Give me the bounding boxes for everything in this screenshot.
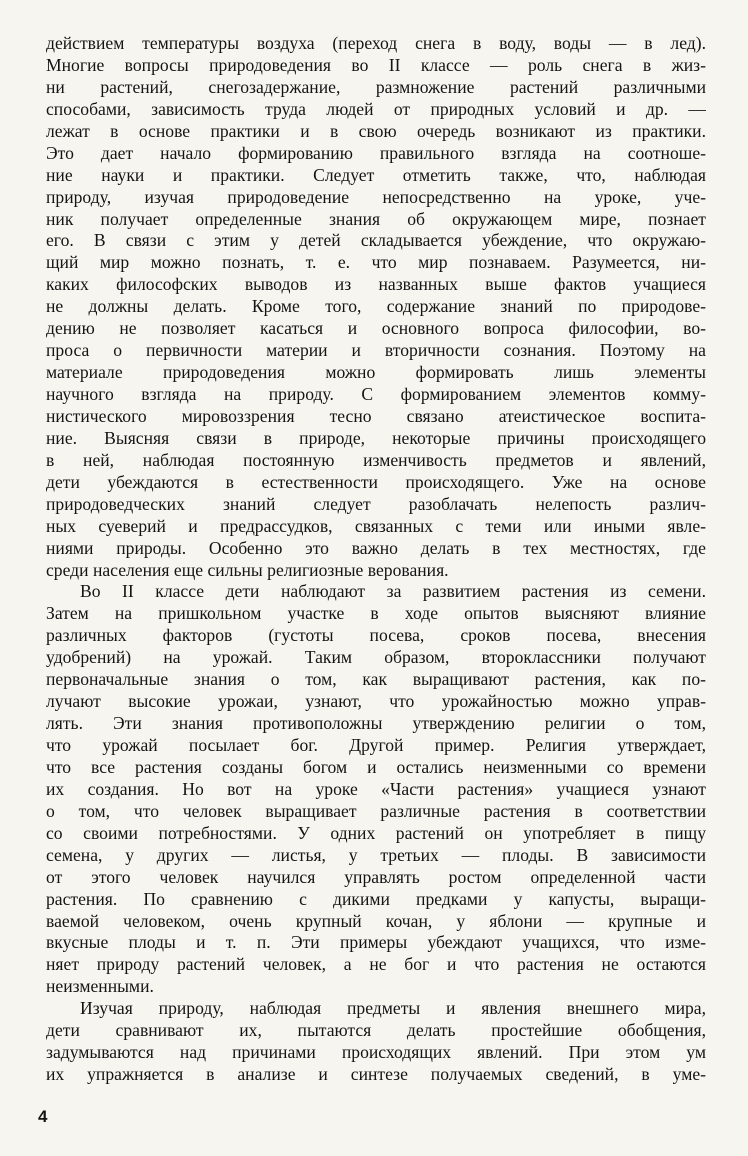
text-line: ни растений, снегозадержание, размножение растений различными bbox=[46, 76, 706, 97]
text-line: что урожай посылает бог. Другой пример. Религия утверждает, bbox=[46, 735, 706, 755]
text-line: ных суеверий и предрассудков, связанных с теми или иными явле- bbox=[46, 515, 706, 536]
text-line: о том, что человек выращивает различные растения в соответствии bbox=[46, 800, 706, 821]
page-body bbox=[46, 33, 706, 1086]
text-line: со своими потребностями. У одних растений он употребляет в пищу bbox=[46, 822, 706, 843]
text-line: не должны делать. Кроме того, содержание знаний по природове- bbox=[46, 296, 706, 317]
text-line: ник получает определенные знания об окружающем мире, познает bbox=[46, 208, 706, 229]
text-line: их упражняется в анализе и синтезе получаемых сведений, в уме- bbox=[46, 1064, 706, 1085]
text-line: няет природу растений человек, а не бог и что растения не остаются bbox=[46, 954, 706, 975]
text-line: каких философских выводов из названных выше фактов учащиеся bbox=[46, 274, 706, 295]
text-line: природоведческих знаний следует разоблачать нелепость различ- bbox=[46, 493, 706, 514]
text-line: ние. Выясняя связи в природе, некоторые причины происходящего bbox=[46, 427, 706, 448]
text-line: неизменными. bbox=[46, 976, 154, 997]
text-line: Во II классе дети наблюдают за развитием растения из семени. bbox=[80, 581, 706, 602]
text-line: их создания. Но вот на уроке «Части растения» учащиеся узнают bbox=[46, 778, 706, 799]
text-line: первоначальные знания о том, как выращивают растения, как по- bbox=[46, 669, 706, 690]
text-line: семена, у других — листья, у третьих — плоды. В зависимости bbox=[46, 844, 706, 865]
text-line: Многие вопросы природоведения во II классе — роль снега в жиз- bbox=[46, 54, 706, 75]
text-line: растения. По сравнению с дикими предками у капусты, выращи- bbox=[46, 888, 706, 909]
text-line: действием температуры воздуха (переход снега в воду, воды — в лед). bbox=[46, 33, 706, 53]
text-line: Затем на пришкольном участке в ходе опытов выясняют влияние bbox=[46, 603, 706, 624]
text-line: задумываются над причинами происходящих явлений. При этом ум bbox=[46, 1042, 706, 1063]
text-line: различных факторов (густоты посева, сроков посева, внесения bbox=[46, 625, 706, 646]
text-line: лять. Эти знания противоположны утверждению религии о том, bbox=[46, 713, 706, 734]
text-line: удобрений) на урожай. Таким образом, второклассники получают bbox=[46, 647, 706, 668]
text-line: природу, изучая природоведение непосредственно на уроке, уче- bbox=[46, 186, 706, 207]
paragraph-2 bbox=[46, 581, 706, 998]
text-line: в ней, наблюдая постоянную изменчивость предметов и явлений, bbox=[46, 449, 706, 470]
text-line: ваемой человеком, очень крупный кочан, у яблони — крупные и bbox=[46, 910, 706, 931]
text-line: среди населения еще сильны религиозные верования. bbox=[46, 559, 449, 580]
text-line: материале природоведения можно формировать лишь элементы bbox=[46, 362, 706, 383]
paragraph-3 bbox=[46, 998, 706, 1086]
text-line: Это дает начало формированию правильного взгляда на соотноше- bbox=[46, 142, 706, 163]
text-line: дению не позволяет касаться и основного вопроса философии, во- bbox=[46, 318, 706, 339]
page-number: 4 bbox=[38, 1107, 48, 1126]
text-line: дети сравнивают их, пытаются делать простейшие обобщения, bbox=[46, 1020, 706, 1041]
text-line: вкусные плоды и т. п. Эти примеры убеждают учащихся, что изме- bbox=[46, 932, 706, 953]
text-line: ниями природы. Особенно это важно делать в тех местностях, где bbox=[46, 537, 706, 558]
text-line: что все растения созданы богом и остались неизменными со времени bbox=[46, 756, 706, 777]
text-line: научного взгляда на природу. С формированием элементов комму- bbox=[46, 384, 706, 404]
text-line: от этого человек научился управлять ростом определенной части bbox=[46, 866, 706, 887]
text-line: способами, зависимость труда людей от природных условий и др. — bbox=[46, 98, 706, 119]
text-line: нистического мировоззрения тесно связано атеистическое воспита- bbox=[46, 405, 706, 426]
text-line: его. В связи с этим у детей складывается убеждение, что окружаю- bbox=[46, 230, 706, 251]
text-line: дети убеждаются в естественности происходящего. Уже на основе bbox=[46, 471, 706, 492]
text-line: щий мир можно познать, т. е. что мир познаваем. Разумеется, ни- bbox=[46, 252, 706, 273]
text-line: Изучая природу, наблюдая предметы и явления внешнего мира, bbox=[80, 998, 706, 1019]
text-line: лежат в основе практики и в свою очередь возникают из практики. bbox=[46, 120, 706, 141]
text-line: ние науки и практики. Следует отметить также, что, наблюдая bbox=[46, 164, 706, 185]
paragraph-1 bbox=[46, 33, 706, 581]
text-line: проса о первичности материи и вторичности сознания. Поэтому на bbox=[46, 340, 706, 361]
text-line: лучают высокие урожаи, узнают, что урожайностью можно управ- bbox=[46, 691, 706, 712]
